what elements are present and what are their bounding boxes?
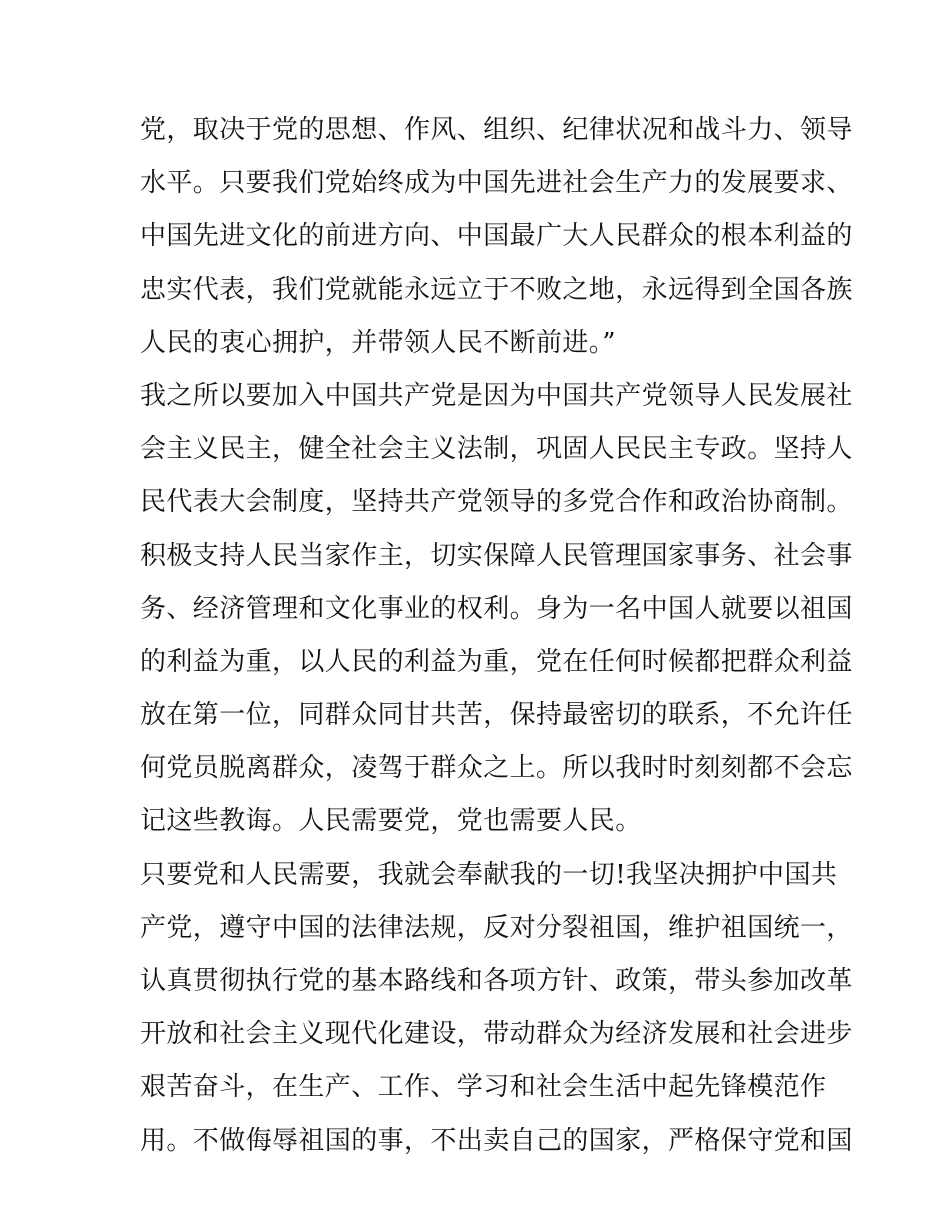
text-line: 忠实代表，我们党就能永远立于不败之地，永远得到全国各族	[140, 274, 853, 305]
body-text	[140, 104, 853, 1168]
text-line: 水平。只要我们党始终成为中国先进社会生产力的发展要求、	[140, 168, 853, 199]
text-line: 何党员脱离群众，凌驾于群众之上。所以我时时刻刻都不会忘	[140, 753, 853, 784]
text-line: 党，取决于党的思想、作风、组织、纪律状况和战斗力、领导	[140, 115, 853, 145]
text-line: 人民的衷心拥护，并带领人民不断前进。”	[140, 327, 616, 358]
text-line: 中国先进文化的前进方向、中国最广大人民群众的根本利益的	[140, 221, 853, 252]
text-line: 民代表大会制度，坚持共产党领导的多党合作和政治协商制。	[140, 487, 853, 518]
text-line: 会主义民主，健全社会主义法制，巩固人民民主专政。坚持人	[140, 434, 853, 465]
text-line: 记这些教诲。人民需要党，党也需要人民。	[140, 806, 642, 837]
text-line: 放在第一位，同群众同甘共苦，保持最密切的联系，不允许任	[140, 700, 853, 731]
text-line: 用。不做侮辱祖国的事，不出卖自己的国家，严格保守党和国	[140, 1125, 853, 1156]
text-line: 的利益为重，以人民的利益为重，党在任何时候都把群众利益	[140, 646, 853, 677]
text-line: 产党，遵守中国的法律法规，反对分裂祖国，维护祖国统一，	[140, 912, 853, 943]
text-line: 务、经济管理和文化事业的权利。身为一名中国人就要以祖国	[140, 593, 853, 624]
text-line: 我之所以要加入中国共产党是因为中国共产党领导人民发展社	[140, 380, 853, 411]
text-line: 只要党和人民需要，我就会奉献我的一切!我坚决拥护中国共	[140, 859, 838, 890]
text-line: 认真贯彻执行党的基本路线和各项方针、政策，带头参加改革	[140, 966, 853, 996]
text-line: 艰苦奋斗，在生产、工作、学习和社会生活中起先锋模范作	[140, 1072, 827, 1103]
text-line: 积极支持人民当家作主，切实保障人民管理国家事务、社会事	[140, 540, 853, 571]
text-line: 开放和社会主义现代化建设，带动群众为经济发展和社会进步	[140, 1019, 853, 1050]
